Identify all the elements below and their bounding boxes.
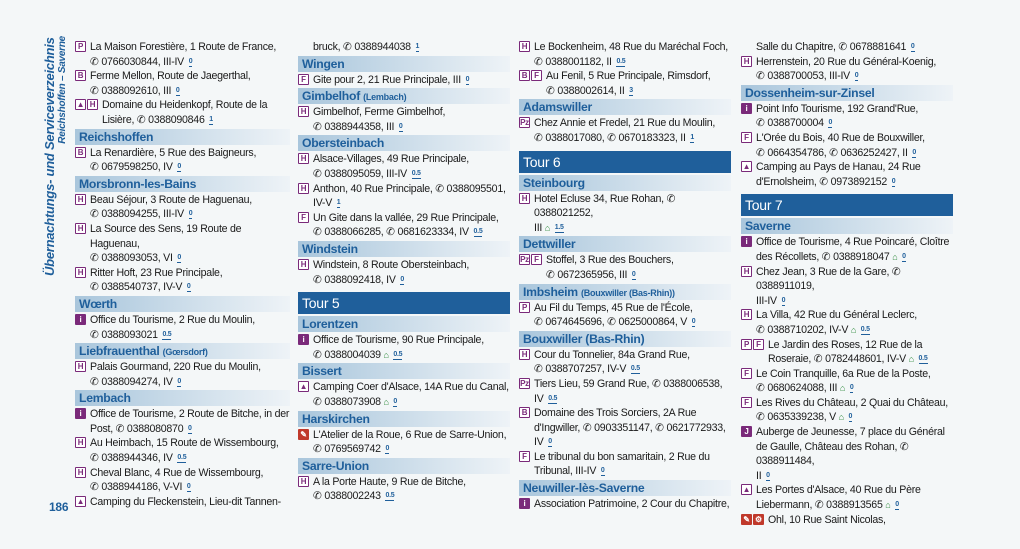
list-item: H Cheval Blanc, 4 Rue de Wissembourg, ✆ 0388944186, V-VI 0 — [75, 466, 290, 495]
holiday-flat-icon: F — [298, 212, 309, 223]
sidebar-vertical-title — [42, 36, 69, 276]
info-icon: i — [519, 498, 530, 509]
list-item: H A la Porte Haute, 9 Rue de Bitche, ✆ 0388002243 0.5 — [298, 475, 510, 504]
info-icon: i — [741, 236, 752, 247]
list-item: H Chez Jean, 3 Rue de la Gare, ✆ 0388911019, III-IV 0 — [741, 265, 953, 309]
town-heading: Dossenheim-sur-Zinsel — [741, 85, 953, 101]
list-item: H Le Bockenheim, 48 Rue du Maréchal Foch, ✆ 0388001182, II 0.5 — [519, 40, 731, 69]
holiday-flat-icon: F — [741, 132, 752, 143]
list-item: J Auberge de Jeunesse, 7 place du Général de Gaulle, Château des Rohan, ✆ 0388911484, II 0 — [741, 425, 953, 483]
holiday-flat-icon: F — [753, 339, 764, 350]
list-item: ▲ Camping du Fleckenstein, Lieu-dit Tannen- — [76, 495, 281, 508]
list-item: P F Le Jardin des Roses, 12 Rue de la Roseraie, ✆ 0782448601, IV-V ⌂ 0.5 — [741, 338, 953, 367]
list-item: H Beau Séjour, 3 Route de Haguenau, ✆ 0388094255, III-IV 0 — [75, 193, 290, 222]
camping-icon: ▲ — [742, 485, 751, 495]
hotel-icon: H — [75, 467, 86, 478]
camping-icon: ▲ — [76, 496, 85, 506]
list-item: ▲ H Domaine du Heidenkopf, Route de la Lisière, ✆ 0388090846 1 — [76, 99, 268, 126]
list-item: H Cour du Tonnelier, 84a Grand Rue, ✆ 0388707257, IV-V 0.5 — [519, 348, 731, 377]
hotel-icon: H — [87, 99, 98, 110]
town-heading: Saverne — [741, 218, 953, 234]
farm-icon: B — [75, 70, 86, 81]
holiday-flat-icon: F — [298, 74, 309, 85]
private-room-icon: Pz — [520, 255, 529, 265]
list-item: H Gimbelhof, Ferme Gimbelhof, ✆ 0388944358, III 0 — [298, 105, 510, 134]
farm-icon: B — [75, 147, 86, 158]
list-item: B F Au Fenil, 5 Rue Principale, Rimsdorf, ✆ 0388002614, II 3 — [519, 69, 731, 98]
hotel-icon: H — [519, 193, 530, 204]
town-heading: Obersteinbach — [298, 135, 510, 151]
list-item: ▲ Camping au Pays de Hanau, 24 Rue d'Ernolsheim, ✆ 0973892152 0 — [742, 161, 921, 188]
tour-heading: Tour 5 — [298, 292, 510, 314]
camping-icon: ▲ — [299, 382, 308, 392]
list-item: H Herrenstein, 20 Rue du Général-Koenig, ✆ 0388700053, III-IV 0 — [741, 55, 953, 84]
list-item: H Au Heimbach, 15 Route de Wissembourg, ✆ 0388944346, IV 0.5 — [75, 436, 290, 465]
private-room-icon: Pz — [520, 378, 529, 388]
town-heading: Imbsheim (Bouxwiller (Bas-Rhin)) — [519, 284, 731, 300]
list-item: Pz Tiers Lieu, 59 Grand Rue, ✆ 0388006538, IV 0.5 — [520, 377, 723, 405]
sidebar-title: Übernachtungs- und Serviceverzeichnis — [42, 37, 57, 276]
bike-shop-icon: ⚙ — [753, 514, 764, 525]
list-item: P Au Fil du Temps, 45 Rue de l'École, ✆ 0674645696, ✆ 0625000864, V 0 — [519, 301, 731, 330]
list-item: i Point Info Tourisme, 192 Grand'Rue, ✆ 0388700004 0 — [741, 102, 953, 131]
list-item: i Office du Tourisme, 2 Rue du Moulin, ✆ 0388093021 0.5 — [75, 313, 290, 342]
bike-repair-icon: ✎ — [741, 514, 752, 525]
holiday-flat-icon: F — [741, 397, 752, 408]
town-heading: Neuwiller-lès-Saverne — [519, 480, 731, 496]
info-icon: i — [298, 334, 309, 345]
camping-icon: ▲ — [76, 100, 85, 110]
town-heading: Bouxwiller (Bas-Rhin) — [519, 331, 731, 347]
info-icon: i — [75, 408, 86, 419]
list-item: Pz F Stoffel, 3 Rue des Bouchers, ✆ 0672365956, III 0 — [520, 254, 674, 281]
list-item: P La Maison Forestière, 1 Route de France, ✆ 0766030844, III-IV 0 — [75, 40, 290, 69]
hotel-icon: H — [298, 153, 309, 164]
hotel-icon: H — [75, 361, 86, 372]
list-item: H Windstein, 8 Route Obersteinbach, ✆ 0388092418, IV 0 — [298, 258, 510, 287]
list-item: ▲ Camping Coer d'Alsace, 14A Rue du Canal, ✆ 0388073908 ⌂ 0 — [299, 381, 509, 408]
bike-friendly-icon: ⌂ — [839, 383, 846, 394]
town-heading: Gimbelhof (Lembach) — [298, 88, 510, 104]
bike-friendly-icon: ⌂ — [838, 412, 844, 423]
info-icon: i — [75, 314, 86, 325]
list-item: B Ferme Mellon, Route de Jaegerthal, ✆ 0388092610, III 0 — [75, 69, 290, 98]
bike-friendly-icon: ⌂ — [383, 396, 389, 407]
camping-icon: ▲ — [742, 162, 751, 172]
column-3 — [519, 40, 731, 512]
hotel-icon: H — [75, 194, 86, 205]
bike-friendly-icon: ⌂ — [544, 222, 550, 233]
youth-hostel-icon: J — [741, 426, 752, 437]
town-heading: Wœrth — [75, 296, 290, 312]
column-4 — [741, 40, 953, 527]
town-heading: Windstein — [298, 241, 510, 257]
town-heading: Sarre-Union — [298, 458, 510, 474]
hotel-icon: H — [75, 267, 86, 278]
town-heading: Lorentzen — [298, 316, 510, 332]
holiday-flat-icon: F — [741, 368, 752, 379]
town-heading: Liebfrauenthal (Gœrsdorf) — [75, 343, 290, 359]
bike-friendly-icon: ⌂ — [885, 500, 891, 511]
town-heading: Harskirchen — [298, 411, 510, 427]
list-item: H Alsace-Villages, 49 Rue Principale, ✆ 0388095059, III-IV 0.5 — [298, 152, 510, 181]
parking-icon: P — [75, 41, 86, 52]
holiday-flat-icon: F — [531, 70, 542, 81]
town-heading: Adamswiller — [519, 99, 731, 115]
list-item: H La Villa, 42 Rue du Général Leclerc, ✆ 0388710202, IV-V ⌂ 0.5 — [741, 308, 953, 337]
hotel-icon: H — [741, 309, 752, 320]
town-heading: Morsbronn-les-Bains — [75, 176, 290, 192]
list-item: Pz Chez Annie et Fredel, 21 Rue du Moulin, ✆ 0388017080, ✆ 0670183323, II 1 — [520, 117, 716, 144]
hotel-icon: H — [741, 266, 752, 277]
hotel-icon: H — [298, 106, 309, 117]
town-heading: Steinbourg — [519, 175, 731, 191]
bike-friendly-icon: ⌂ — [908, 354, 914, 365]
list-item: i Office de Tourisme, 2 Route de Bitche, in der Post, ✆ 0388080870 0 — [75, 407, 290, 436]
list-item: ▲ Les Portes d'Alsace, 40 Rue du Père Liebermann, ✆ 0388913565 ⌂ 0 — [742, 484, 921, 512]
list-item: ✎ L'Atelier de la Roue, 6 Rue de Sarre-Union, ✆ 0769569742 0 — [298, 428, 510, 457]
hotel-icon: H — [75, 437, 86, 448]
column-2 — [298, 40, 510, 504]
private-room-icon: Pz — [520, 118, 529, 128]
list-item: H Ritter Hoft, 23 Rue Principale, ✆ 0388540737, IV-V 0 — [75, 266, 290, 295]
list-item: F L'Orée du Bois, 40 Rue de Bouxwiller, ✆ 0664354786, ✆ 0636252427, II 0 — [741, 131, 953, 160]
parking-icon: P — [519, 302, 530, 313]
list-item: F Le Coin Tranquille, 6a Rue de la Poste, ✆ 0680624088, III ⌂ 0 — [741, 367, 953, 396]
bike-friendly-icon: ⌂ — [892, 251, 898, 262]
hotel-icon: H — [519, 41, 530, 52]
list-item: F Gite pour 2, 21 Rue Principale, III 0 — [298, 73, 510, 88]
sidebar-subtitle: Reichshoffen – Saverne — [57, 36, 68, 144]
farm-icon: B — [519, 70, 530, 81]
bike-friendly-icon: ⌂ — [383, 349, 389, 360]
list-item: H La Source des Sens, 19 Route de Haguenau, ✆ 0388093053, VI 0 — [75, 222, 290, 266]
list-item: ✎ ⚙ Ohl, 10 Rue Saint Nicolas, — [741, 513, 953, 528]
hotel-icon: H — [298, 476, 309, 487]
hotel-icon: H — [298, 259, 309, 270]
bike-repair-icon: ✎ — [298, 429, 309, 440]
list-item: F Un Gite dans la vallée, 29 Rue Principale, ✆ 0388066285, ✆ 0681623334, IV 0.5 — [298, 211, 510, 240]
tour-heading: Tour 7 — [741, 194, 953, 216]
town-heading: Wingen — [298, 56, 510, 72]
town-heading: Bissert — [298, 363, 510, 379]
bike-friendly-icon: ⌂ — [850, 324, 857, 335]
holiday-flat-icon: F — [519, 451, 530, 462]
list-item: H Palais Gourmand, 220 Rue du Moulin, ✆ 0388094274, IV 0 — [75, 360, 290, 389]
list-item: B Domaine des Trois Sorciers, 2A Rue d'Ingwiller, ✆ 0903351147, ✆ 0621772933, IV 0 — [519, 406, 731, 450]
hotel-icon: H — [741, 56, 752, 67]
hotel-icon: H — [298, 183, 309, 194]
sidebar — [42, 36, 72, 276]
hotel-icon: H — [519, 349, 530, 360]
list-item: i Office de Tourisme, 90 Rue Principale, ✆ 0388004039 ⌂ 0.5 — [298, 333, 510, 362]
list-item: F Les Rives du Château, 2 Quai du Château, ✆ 0635339238, V ⌂ 0 — [741, 396, 953, 425]
town-heading: Reichshoffen — [75, 129, 290, 145]
holiday-flat-icon: F — [531, 254, 542, 265]
farm-icon: B — [519, 407, 530, 418]
list-item: i Office de Tourisme, 4 Rue Poincaré, Cloître des Récollets, ✆ 0388918047 ⌂ 0 — [741, 235, 953, 264]
list-item: H Anthon, 40 Rue Principale, ✆ 0388095501, IV-V 1 — [298, 182, 510, 211]
town-heading: Dettwiller — [519, 236, 731, 252]
list-item: bruck, ✆ 0388944038 1 — [313, 41, 420, 53]
list-item: B La Renardière, 5 Rue des Baigneurs, ✆ 0679598250, IV 0 — [75, 146, 290, 175]
parking-icon: P — [741, 339, 752, 350]
page-number: 186 — [49, 500, 69, 514]
list-item: H Hotel Ecluse 34, Rue Rohan, ✆ 0388021252, III ⌂ 1.5 — [519, 192, 731, 236]
list-item: i Association Patrimoine, 2 Cour du Chapitre, — [519, 497, 731, 512]
town-heading: Lembach — [75, 390, 290, 406]
info-icon: i — [741, 103, 752, 114]
list-item: F Le tribunal du bon samaritain, 2 Rue du Tribunal, III-IV 0 — [519, 450, 731, 479]
list-item: Salle du Chapitre, ✆ 0678881641 0 — [756, 41, 915, 53]
hotel-icon: H — [75, 223, 86, 234]
column-1 — [75, 40, 290, 509]
tour-heading: Tour 6 — [519, 151, 731, 173]
